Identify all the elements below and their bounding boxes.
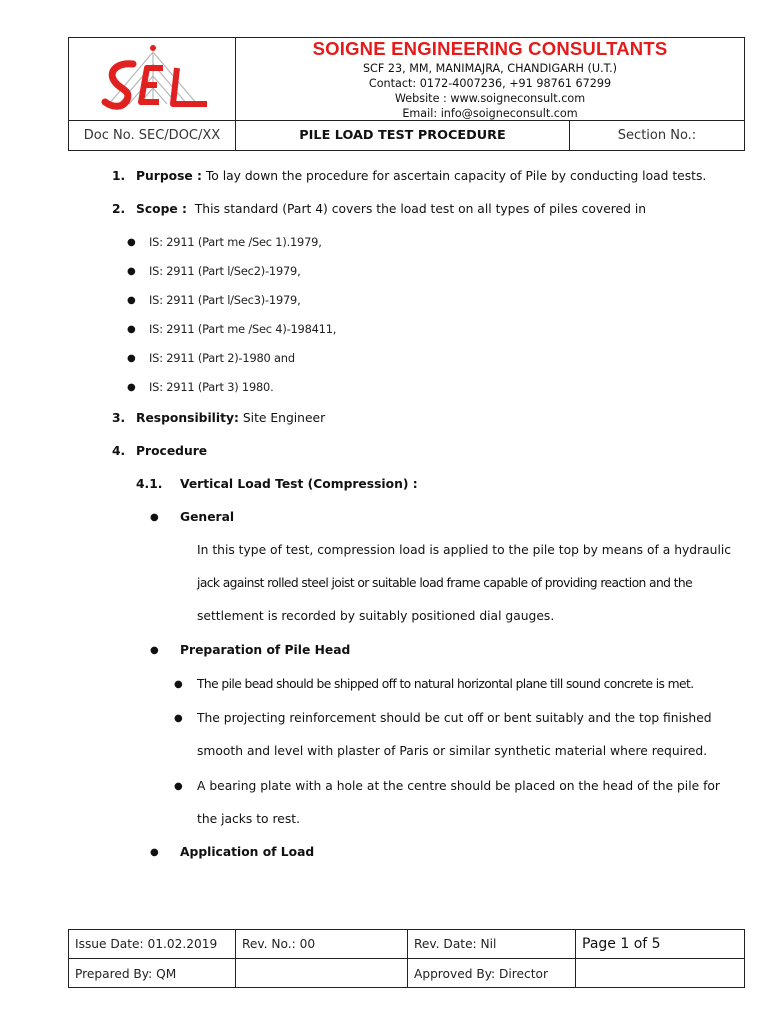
responsibility-number: 3. <box>112 411 126 425</box>
general-text-line: jack against rolled steel joist or suitable load frame capable of providing reaction and the <box>197 576 693 590</box>
blank-cell <box>236 959 408 988</box>
scope-label: Scope : <box>136 202 187 216</box>
prepared-by: Prepared By: QM <box>69 959 236 988</box>
standard-item: IS: 2911 (Part me /Sec 1).1979, <box>149 235 322 249</box>
prep-item-line: A bearing plate with a hole at the centre should be placed on the head of the pile for <box>197 779 720 793</box>
standard-item: IS: 2911 (Part l/Sec2)-1979, <box>149 264 301 278</box>
purpose-text: To lay down the procedure for ascertain capacity of Pile by conducting load tests. <box>205 169 707 183</box>
bullet-icon: ● <box>127 353 136 364</box>
document-header <box>68 37 745 151</box>
bullet-icon: ● <box>150 847 159 858</box>
prep-item-line: smooth and level with plaster of Paris or similar synthetic material where required. <box>197 744 708 758</box>
responsibility-line <box>136 411 325 425</box>
general-text-line: In this type of test, compression load is applied to the pile top by means of a hydraulic <box>197 543 732 557</box>
company-website[interactable]: Website : www.soigneconsult.com <box>394 92 586 105</box>
standard-item: IS: 2911 (Part l/Sec3)-1979, <box>149 293 301 307</box>
page-count: Page 1 of 5 <box>576 930 744 959</box>
company-info-cell <box>236 38 744 121</box>
purpose-label: Purpose : <box>136 169 202 183</box>
bullet-icon: ● <box>150 645 159 656</box>
scope-number: 2. <box>112 202 126 216</box>
company-name: SOIGNE ENGINEERING CONSULTANTS <box>312 38 668 59</box>
bullet-icon: ● <box>127 266 136 277</box>
subsection-heading: Vertical Load Test (Compression) : <box>180 477 418 491</box>
company-email[interactable]: Email: info@soigneconsult.com <box>402 107 578 120</box>
company-contact: Contact: 0172-4007236, +91 98761 67299 <box>368 77 612 90</box>
standard-item: IS: 2911 (Part 2)-1980 and <box>149 351 295 365</box>
responsibility-label: Responsibility: <box>136 411 239 425</box>
bullet-icon: ● <box>127 295 136 306</box>
responsibility-text: Site Engineer <box>242 411 326 425</box>
application-heading: Application of Load <box>180 845 315 859</box>
prep-item-line: the jacks to rest. <box>197 812 300 826</box>
prep-heading: Preparation of Pile Head <box>180 643 351 657</box>
general-text-line: settlement is recorded by suitably positioned dial gauges. <box>197 609 555 623</box>
bullet-icon: ● <box>127 382 136 393</box>
logo-cell <box>69 38 236 121</box>
company-address: SCF 23, MM, MANIMAJRA, CHANDIGARH (U.T.) <box>362 62 618 75</box>
scope-line <box>136 202 646 216</box>
bullet-icon: ● <box>174 781 183 792</box>
revision-number: Rev. No.: 00 <box>236 930 408 959</box>
general-heading: General <box>180 510 235 524</box>
subsection-number: 4.1. <box>136 477 163 491</box>
prep-item-line: The pile bead should be shipped off to natural horizontal plane till sound concrete is met. <box>197 677 694 691</box>
purpose-number: 1. <box>112 169 126 183</box>
procedure-number: 4. <box>112 444 126 458</box>
procedure-heading: Procedure <box>136 444 208 458</box>
purpose-line <box>136 169 706 183</box>
standard-item: IS: 2911 (Part me /Sec 4)-198411, <box>149 322 337 336</box>
prep-item-line: The projecting reinforcement should be cut off or bent suitably and the top finished <box>197 711 712 725</box>
bullet-icon: ● <box>127 237 136 248</box>
revision-date: Rev. Date: Nil <box>408 930 576 959</box>
company-logo <box>69 38 236 121</box>
scope-text: This standard (Part 4) covers the load test on all types of piles covered in <box>194 202 647 216</box>
blank-cell <box>576 959 744 988</box>
bullet-icon: ● <box>174 679 183 690</box>
bullet-icon: ● <box>150 512 159 523</box>
issue-date: Issue Date: 01.02.2019 <box>69 930 236 959</box>
pyramid-icon <box>109 52 197 104</box>
doc-title: PILE LOAD TEST PROCEDURE <box>236 121 570 150</box>
bullet-icon: ● <box>127 324 136 335</box>
doc-number: Doc No. SEC/DOC/XX <box>69 121 236 150</box>
approved-by: Approved By: Director <box>408 959 576 988</box>
bullet-icon: ● <box>174 713 183 724</box>
document-footer <box>68 929 745 988</box>
section-number: Section No.: <box>617 128 697 143</box>
standard-item: IS: 2911 (Part 3) 1980. <box>149 380 274 394</box>
